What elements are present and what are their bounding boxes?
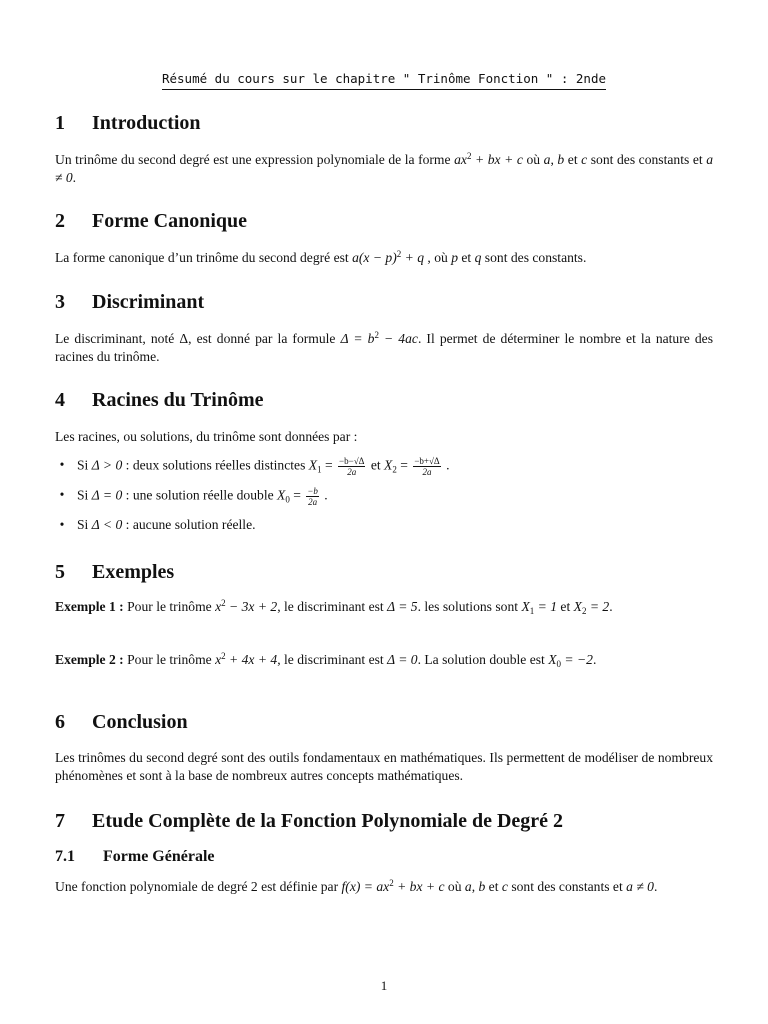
example-label: Exemple 2 : [55, 652, 124, 667]
list-item: • Si Δ > 0 : deux solutions réelles distinctes $X_1$ = $\frac{-b-√\Delta}{2a}$ et $X_2$ = $\frac{-b+√\Delta}{2a}$ . [77, 456, 713, 486]
bullet-icon: • [59, 457, 65, 472]
section-title: Etude Complète de la Fonction Polynomiale de Degré 2 [92, 810, 564, 832]
subsection-title: Forme Générale [103, 848, 215, 865]
section-heading-introduction [55, 112, 201, 135]
fraction: $\frac{-b+√\Delta}{2a}$ [414, 456, 440, 477]
fraction: $\frac{-b-√\Delta}{2a}$ [339, 456, 365, 477]
document-header [55, 68, 713, 90]
discriminant-paragraph: Le discriminant, noté Δ, est donné par la formule $\Delta = b^2 - 4ac$. Il permet de déterminer le nombre et la nature des racines du trinôme. [55, 330, 714, 364]
bullet-icon: • [59, 517, 65, 532]
fraction: $\frac{-b}{2a}$ [307, 486, 318, 507]
section-number: 3 [55, 291, 65, 313]
example-1: Exemple 1 : Pour le trinôme $x^2 - 3x + 2$, le discriminant est Δ = 5. les solutions sont $X_1 = 1$ et $X_2 = 2$. [55, 598, 613, 616]
section-title: Conclusion [92, 711, 188, 733]
section-number: 7 [55, 810, 65, 832]
subsection-heading-forme-generale [55, 848, 215, 866]
header-title: Résumé du cours sur le chapitre " Trinôme Fonction " : 2nde [162, 71, 606, 90]
subsection-number: 7.1 [55, 848, 75, 865]
list-item: • Si Δ = 0 : une solution réelle double $X_0$ = $\frac{-b}{2a}$ . [77, 486, 713, 516]
section-title: Forme Canonique [92, 210, 247, 232]
section-title: Introduction [92, 112, 201, 134]
section-heading-forme-canonique [55, 210, 247, 233]
section-heading-exemples [55, 561, 174, 584]
section-heading-discriminant [55, 291, 204, 314]
section-heading-racines [55, 389, 264, 412]
section-number: 2 [55, 210, 65, 232]
section-number: 4 [55, 389, 65, 411]
page-number: 1 [380, 978, 388, 993]
example-label: Exemple 1 : [55, 599, 124, 614]
section-number: 6 [55, 711, 65, 733]
roots-intro: Les racines, ou solutions, du trinôme sont données par : [55, 429, 358, 444]
list-item: • Si Δ < 0 : aucune solution réelle. [77, 516, 713, 546]
section-title: Discriminant [92, 291, 205, 313]
conclusion-paragraph: Les trinômes du second degré sont des outils fondamentaux en mathématiques. Ils permettent de modéliser de nombreux phénomènes et sont à la base de nombreux autres concepts mathématiques. [55, 750, 713, 783]
intro-paragraph: Un trinôme du second degré est une expression polynomiale de la forme $ax^2$ + bx + c où a, b et c sont des constants et a ≠ 0. [55, 151, 713, 185]
section-number: 5 [55, 561, 65, 583]
section-title: Racines du Trinôme [92, 389, 264, 411]
general-form-paragraph: Une fonction polynomiale de degré 2 est définie par $f(x) = ax^2$ + bx + c où a, b et c sont des constants et a ≠ 0. [55, 878, 658, 894]
section-heading-conclusion [55, 711, 188, 734]
bullet-icon: • [59, 487, 65, 502]
section-heading-etude-complete [55, 810, 563, 833]
section-number: 1 [55, 112, 65, 134]
canonical-paragraph: La forme canonique d’un trinôme du second degré est $a(x - p)^2 + q$ , où p et q sont des constants. [55, 249, 587, 265]
roots-list [59, 456, 713, 546]
section-title: Exemples [92, 561, 175, 583]
example-2: Exemple 2 : Pour le trinôme $x^2 + 4x + 4$, le discriminant est Δ = 0. La solution double est $X_0 = -2$. [55, 651, 597, 669]
